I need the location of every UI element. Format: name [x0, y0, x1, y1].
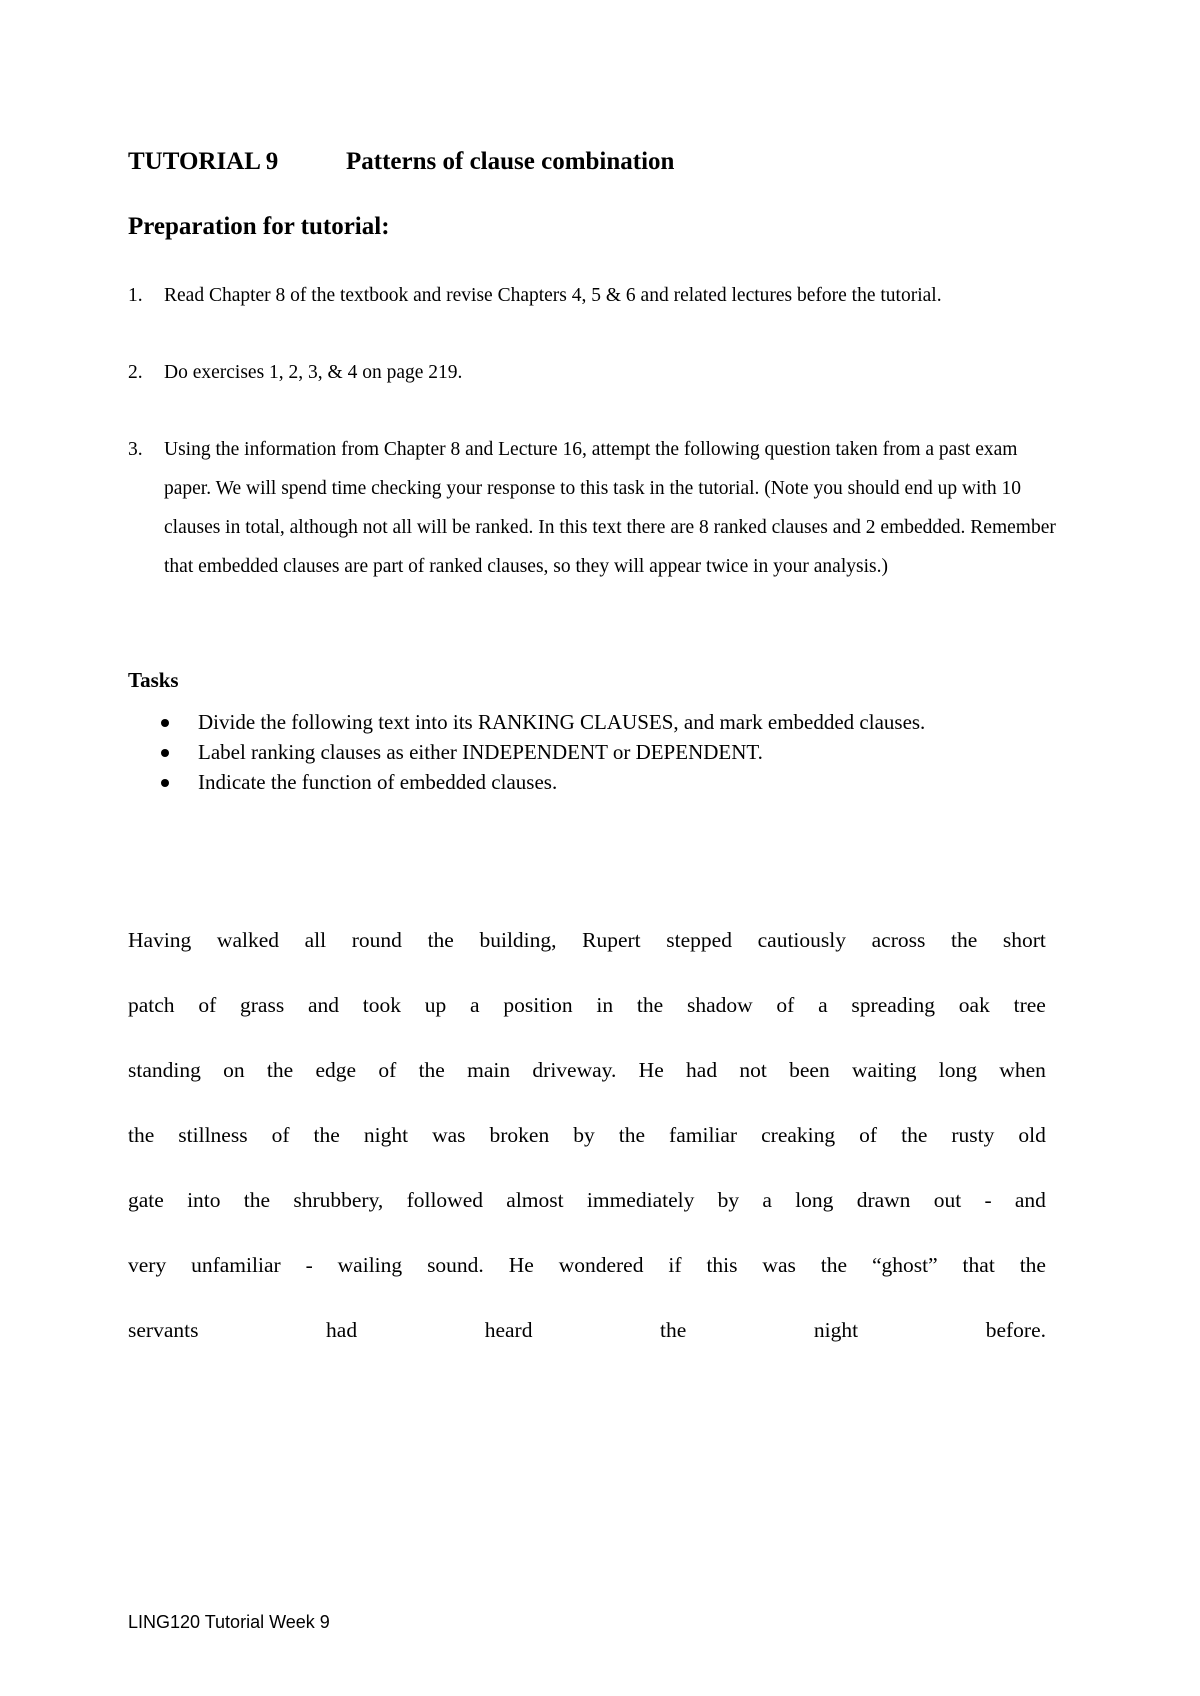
- passage-word: of: [271, 1123, 290, 1147]
- tutorial-label: TUTORIAL 9: [128, 148, 279, 175]
- passage-word: shadow: [686, 993, 753, 1017]
- passage-word: night: [363, 1123, 409, 1147]
- page-title: [128, 148, 674, 176]
- passage-word: of: [198, 993, 217, 1017]
- bullet-icon: [161, 719, 169, 727]
- passage-word: Rupert: [582, 928, 641, 952]
- passage-word: rusty: [951, 1123, 995, 1147]
- passage-word: out: [933, 1188, 962, 1212]
- passage-word: on: [223, 1058, 245, 1082]
- passage-word: of: [378, 1058, 397, 1082]
- passage-word: He: [508, 1253, 534, 1277]
- preparation-item: [128, 353, 1068, 392]
- passage-line: servants had heard the night before.: [128, 1318, 1046, 1342]
- passage-word: by: [573, 1123, 595, 1147]
- tasks-list: [128, 707, 925, 797]
- passage-word: was: [762, 1253, 796, 1277]
- item-text: Do exercises 1, 2, 3, & 4 on page 219.: [164, 362, 463, 383]
- bullet-icon: [161, 749, 169, 757]
- item-number: 3.: [128, 439, 143, 460]
- passage-word: was: [432, 1123, 466, 1147]
- passage-word: the: [820, 1253, 848, 1277]
- task-text: Label ranking clauses as either INDEPENDENT or DEPENDENT.: [198, 740, 763, 764]
- passage-word: “ghost”: [871, 1253, 938, 1277]
- passage-word: broken: [489, 1123, 550, 1147]
- passage-word: into: [187, 1188, 221, 1212]
- preparation-item: [128, 276, 1068, 315]
- passage-word: the: [636, 993, 664, 1017]
- page-footer: LING120 Tutorial Week 9: [128, 1612, 330, 1632]
- passage-word: had: [686, 1058, 718, 1082]
- passage-word: creaking: [761, 1123, 836, 1147]
- passage-word: sound.: [427, 1253, 484, 1277]
- passage-word: edge: [315, 1058, 357, 1082]
- passage-word: position: [503, 993, 573, 1017]
- passage-word: the: [1019, 1253, 1046, 1277]
- passage-word: the: [128, 1123, 155, 1147]
- item-text: Using the information from Chapter 8 and Lecture 16, attempt the following question taken from a past exam paper. We will spend time checking your response to this task in the tutorial. (Note you should end up with 10 clauses in total, although not all will be ranked. In this text there are 8 ranked clauses and 2 embedded. Remember that embedded clauses are part of ranked clauses, so they will appear twice in your analysis.): [164, 439, 1056, 577]
- passage-word: driveway.: [532, 1058, 617, 1082]
- passage-word: gate: [128, 1188, 164, 1212]
- preparation-heading: Preparation for tutorial:: [128, 213, 390, 240]
- passage-word: a: [818, 993, 828, 1017]
- passage-word: wondered: [558, 1253, 644, 1277]
- passage-line: [128, 925, 1046, 990]
- passage-word: when: [999, 1058, 1046, 1082]
- passage-word: the: [427, 928, 454, 952]
- passage-word: wailing: [337, 1253, 403, 1277]
- passage-word: round: [351, 928, 402, 952]
- passage-word: building,: [479, 928, 557, 952]
- passage-word: that: [962, 1253, 995, 1277]
- preparation-item: [128, 430, 1068, 586]
- tasks-heading: Tasks: [128, 668, 179, 692]
- passage-word: the: [266, 1058, 294, 1082]
- passage-line: [128, 1120, 1046, 1185]
- passage-word: stepped: [666, 928, 732, 952]
- passage-word: this: [706, 1253, 738, 1277]
- passage-word: immediately: [586, 1188, 695, 1212]
- passage-word: very: [128, 1253, 167, 1277]
- passage-word: oak: [958, 993, 990, 1017]
- item-text: Read Chapter 8 of the textbook and revise Chapters 4, 5 & 6 and related lectures before the tutorial.: [164, 285, 942, 306]
- passage-word: of: [776, 993, 795, 1017]
- passage-word: shrubbery,: [293, 1188, 384, 1212]
- passage-word: waiting: [852, 1058, 917, 1082]
- task-item: [128, 737, 925, 767]
- tutorial-topic: Patterns of clause combination: [346, 148, 675, 175]
- passage-word: the: [418, 1058, 445, 1082]
- passage-word: a: [470, 993, 480, 1017]
- task-item: [128, 707, 925, 737]
- passage-line: [128, 990, 1046, 1055]
- passage-word: short: [1002, 928, 1046, 952]
- passage-line: [128, 1185, 1046, 1250]
- passage-word: patch: [128, 993, 175, 1017]
- passage-word: and: [307, 993, 340, 1017]
- passage-word: the: [618, 1123, 646, 1147]
- passage-word: the: [313, 1123, 340, 1147]
- task-text: Divide the following text into its RANKING CLAUSES, and mark embedded clauses.: [198, 710, 926, 734]
- passage-word: and: [1014, 1188, 1046, 1212]
- passage-word: the: [901, 1123, 928, 1147]
- passage-word: long: [938, 1058, 978, 1082]
- passage-word: the: [950, 928, 978, 952]
- passage-word: the: [243, 1188, 271, 1212]
- passage-word: a: [762, 1188, 772, 1212]
- passage-word: cautiously: [757, 928, 846, 952]
- passage-word: -: [305, 1253, 313, 1277]
- passage-word: been: [789, 1058, 830, 1082]
- passage-word: walked: [216, 928, 280, 952]
- passage-word: standing: [128, 1058, 201, 1082]
- passage-word: almost: [506, 1188, 564, 1212]
- passage-line: [128, 1055, 1046, 1120]
- passage-word: if: [668, 1253, 682, 1277]
- passage-word: by: [717, 1188, 740, 1212]
- passage-word: main: [467, 1058, 511, 1082]
- passage-word: in: [596, 993, 614, 1017]
- task-item: [128, 767, 925, 797]
- passage-word: across: [871, 928, 926, 952]
- passage-word: spreading: [851, 993, 936, 1017]
- bullet-icon: [161, 779, 169, 787]
- preparation-list: [128, 276, 1068, 586]
- passage-word: took: [362, 993, 402, 1017]
- item-number: 1.: [128, 285, 143, 306]
- item-number: 2.: [128, 362, 143, 383]
- passage-word: old: [1018, 1123, 1046, 1147]
- passage-word: stillness: [178, 1123, 248, 1147]
- passage-word: He: [638, 1058, 664, 1082]
- passage-word: drawn: [856, 1188, 911, 1212]
- passage-word: unfamiliar: [191, 1253, 281, 1277]
- passage-word: tree: [1013, 993, 1046, 1017]
- passage-text: [128, 925, 1046, 1380]
- passage-word: up: [424, 993, 447, 1017]
- passage-word: familiar: [669, 1123, 738, 1147]
- passage-word: not: [739, 1058, 767, 1082]
- passage-word: Having: [128, 928, 192, 952]
- passage-word: of: [859, 1123, 878, 1147]
- task-text: Indicate the function of embedded clauses.: [198, 770, 558, 794]
- passage-word: -: [984, 1188, 992, 1212]
- passage-word: grass: [240, 993, 285, 1017]
- passage-word: all: [304, 928, 327, 952]
- passage-word: followed: [406, 1188, 484, 1212]
- passage-word: long: [795, 1188, 834, 1212]
- passage-line: [128, 1250, 1046, 1315]
